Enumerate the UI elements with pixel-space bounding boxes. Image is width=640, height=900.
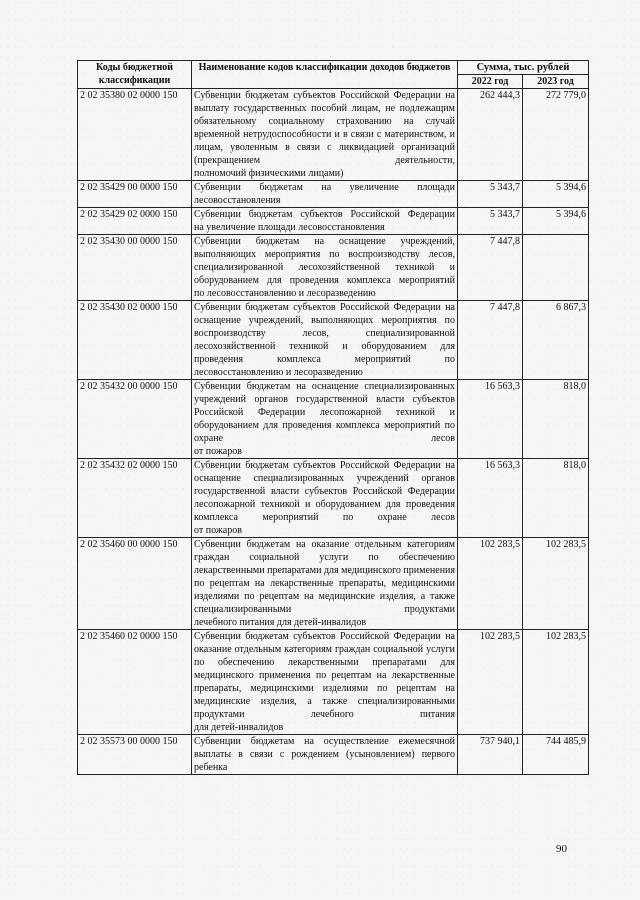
table-row [78,235,589,301]
row-name-last-line: для детей-инвалидов [194,722,284,733]
row-code: 2 02 35430 00 0000 150 [78,235,192,301]
table-row [78,301,589,380]
row-name-text: Субвенции бюджетам субъектов Российской Федерации на оснащение специализированных учреждений органов государственной власти субъектов Российской Федерации лесопожарной техникой и оборудованием для проведения комплекса мероприятий по охране лесов [194,460,455,523]
row-code: 2 02 35460 02 0000 150 [78,630,192,735]
row-name-last-line: от пожаров [194,446,242,457]
row-value-2023: 5 394,6 [523,208,589,235]
row-code: 2 02 35430 02 0000 150 [78,301,192,380]
row-name-last-line: на увеличение площади лесовосстановления [194,222,385,233]
row-code: 2 02 35432 00 0000 150 [78,380,192,459]
row-code: 2 02 35460 00 0000 150 [78,538,192,630]
row-name-text: Субвенции бюджетам субъектов Российской Федерации на оснащение учреждений, выполняющих мероприятия по воспроизводству лесов, специализированной лесохозяйственной техникой и оборудованием для проведения комплекса мероприятий по [194,302,455,365]
page-number: 90 [556,843,567,855]
row-value-2022: 737 940,1 [458,735,523,775]
row-value-2023: 102 283,5 [523,630,589,735]
row-name-last-line: лесовосстановлению и лесоразведению [194,367,363,378]
header-code: Коды бюджетной классификации [78,61,192,89]
row-name-text: Субвенции бюджетам на оснащение учреждений, выполняющих мероприятия по воспроизводству лесов, специализированной лесохозяйственной техникой и оборудованием для проведения комплекса мероприятий [194,236,455,286]
row-name-text: Субвенции бюджетам на оснащение специализированных учреждений органов государственной власти субъектов Российской Федерации лесопожарной техникой и оборудованием для проведения комплекса мероприятий по охране лесов [194,381,455,444]
table-row [78,181,589,208]
table-row [78,208,589,235]
row-value-2023: 818,0 [523,459,589,538]
header-year-2022: 2022 год [458,75,523,89]
row-name-last-line: полномочий физическими лицами) [194,168,344,179]
header-sum: Сумма, тыс. рублей [458,61,589,75]
row-name [192,380,458,459]
row-value-2022: 16 563,3 [458,380,523,459]
row-value-2022: 102 283,5 [458,538,523,630]
table-row [78,630,589,735]
row-name [192,301,458,380]
row-value-2022: 5 343,7 [458,181,523,208]
row-name-last-line: лесовосстановления [194,195,281,206]
row-name-text: Субвенции бюджетам субъектов Российской Федерации на оказание отдельным категориям граждан социальной услуги по обеспечению лекарственными препаратами для медицинского применения по рецептам на лекарственные препараты, медицинскими изделиями по рецептам на медицинские изделия, а также специализированными продуктами лечебного питания [194,631,455,720]
row-name [192,630,458,735]
row-name-last-line: от пожаров [194,525,242,536]
table-body [78,89,589,775]
row-name-last-line: ребенка [194,762,228,773]
table-row [78,459,589,538]
table-row [78,89,589,181]
row-name-text: Субвенции бюджетам на осуществление ежемесячной выплаты в связи с рождением (усыновлением) первого [194,736,455,760]
row-code: 2 02 35432 02 0000 150 [78,459,192,538]
table-row [78,735,589,775]
row-name [192,208,458,235]
header-year-2023: 2023 год [523,75,589,89]
row-value-2023: 5 394,6 [523,181,589,208]
row-name-text: Субвенции бюджетам субъектов Российской Федерации на выплату государственных пособий лицам, не подлежащим обязательному социальному страхованию на случай временной нетрудоспособности и в связи с материнством, и лицам, уволенным в связи с ликвидацией организаций (прекращением деятельности, [194,90,455,166]
row-name-text: Субвенции бюджетам на увеличение площади [194,182,455,193]
table-header [78,61,589,89]
row-name [192,735,458,775]
row-value-2022: 5 343,7 [458,208,523,235]
row-code: 2 02 35573 00 0000 150 [78,735,192,775]
row-value-2022: 262 444,3 [458,89,523,181]
row-name-text: Субвенции бюджетам субъектов Российской Федерации [194,209,455,220]
header-name: Наименование кодов классификации доходов бюджетов [192,61,458,89]
row-name [192,235,458,301]
row-name-text: Субвенции бюджетам на оказание отдельным категориям граждан социальной услуги по обеспечению лекарственными препаратами для медицинского применения по рецептам на лекарственные препараты, медицинскими изделиями по рецептам на медицинские изделия, а также специализированными продуктами [194,539,455,615]
row-value-2023: 102 283,5 [523,538,589,630]
table-row [78,380,589,459]
row-value-2022: 16 563,3 [458,459,523,538]
row-code: 2 02 35380 02 0000 150 [78,89,192,181]
row-name [192,538,458,630]
table-row [78,538,589,630]
row-name-last-line: лечебного питания для детей-инвалидов [194,617,367,628]
row-value-2022: 7 447,8 [458,301,523,380]
budget-income-table [77,60,589,775]
row-value-2023: 744 485,9 [523,735,589,775]
row-value-2023: 6 867,3 [523,301,589,380]
row-code: 2 02 35429 02 0000 150 [78,208,192,235]
row-value-2023: 272 779,0 [523,89,589,181]
row-value-2022: 102 283,5 [458,630,523,735]
row-value-2023 [523,235,589,301]
row-name [192,89,458,181]
row-code: 2 02 35429 00 0000 150 [78,181,192,208]
row-name [192,181,458,208]
row-value-2022: 7 447,8 [458,235,523,301]
row-name-last-line: по лесовосстановлению и лесоразведению [194,288,376,299]
row-value-2023: 818,0 [523,380,589,459]
row-name [192,459,458,538]
